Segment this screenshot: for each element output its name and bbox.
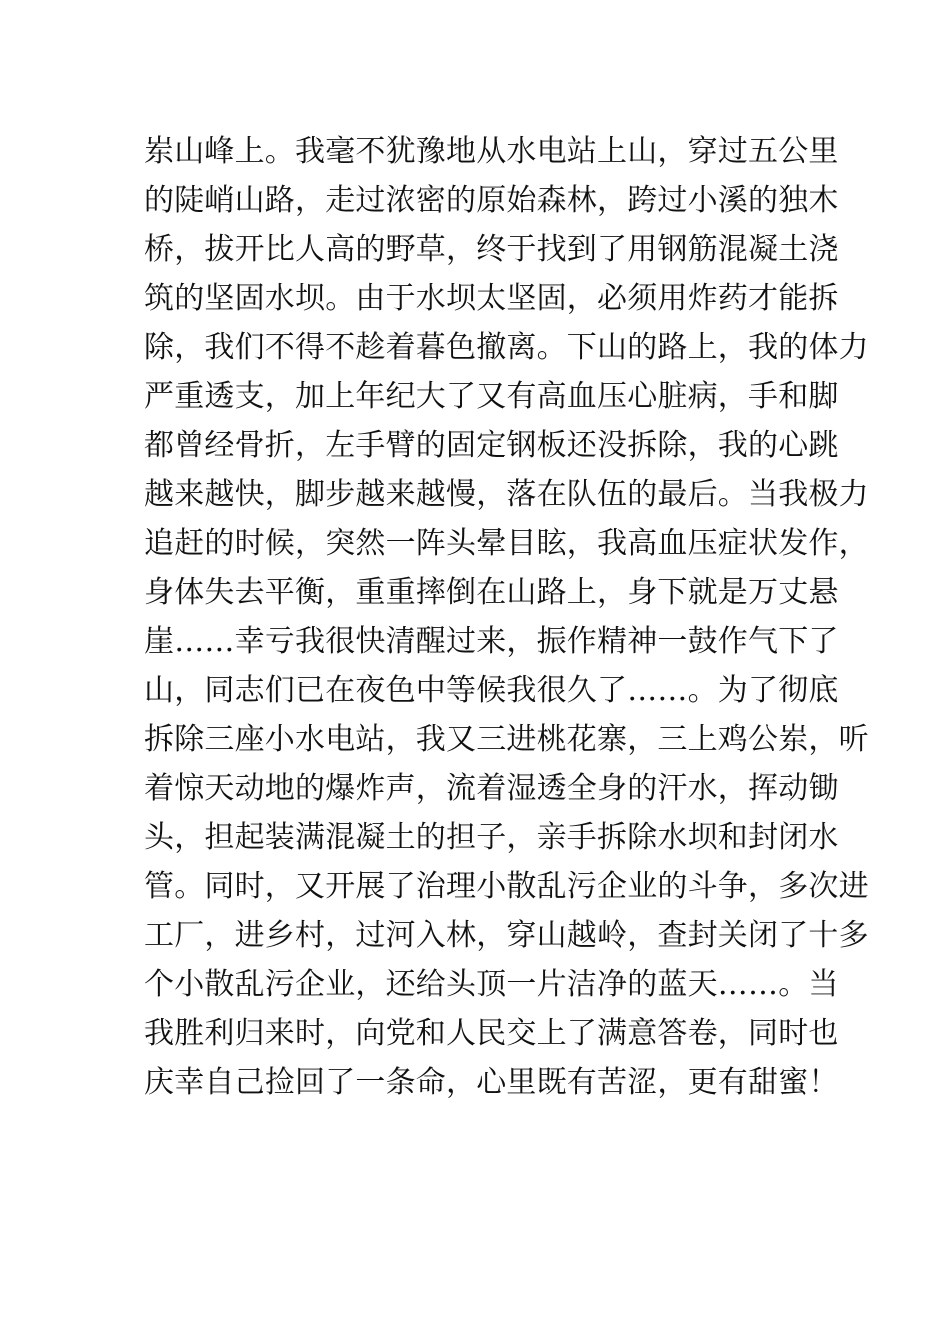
body-paragraph — [144, 127, 869, 1107]
text-line: 除，我们不得不趁着暮色撤离。下山的路上，我的体力 — [144, 330, 869, 365]
text-line: 着惊天动地的爆炸声，流着湿透全身的汗水，挥动锄 — [144, 771, 839, 806]
text-line: 管。同时，又开展了治理小散乱污企业的斗争，多次进 — [144, 869, 869, 904]
text-line: 我胜利归来时，向党和人民交上了满意答卷，同时也 — [144, 1016, 839, 1051]
text-line: 的陡峭山路，走过浓密的原始森林，跨过小溪的独木 — [144, 183, 839, 218]
text-line: 严重透支，加上年纪大了又有高血压心脏病，手和脚 — [144, 379, 839, 414]
text-line: 都曾经骨折，左手臂的固定钢板还没拆除，我的心跳 — [144, 428, 839, 463]
text-line: 越来越快，脚步越来越慢，落在队伍的最后。当我极力 — [144, 477, 869, 512]
text-line: 个小散乱污企业，还给头顶一片洁净的蓝天……。当 — [144, 967, 839, 1002]
text-line: 追赶的时候，突然一阵头晕目眩，我高血压症状发作， — [144, 526, 869, 561]
text-line: 庆幸自己捡回了一条命，心里既有苦涩，更有甜蜜！ — [144, 1065, 839, 1100]
text-line: 岽山峰上。我毫不犹豫地从水电站上山，穿过五公里 — [144, 134, 839, 169]
text-line: 拆除三座小水电站，我又三进桃花寨，三上鸡公岽，听 — [144, 722, 869, 757]
text-line: 身体失去平衡，重重摔倒在山路上，身下就是万丈悬 — [144, 575, 839, 610]
text-line: 崖……幸亏我很快清醒过来，振作精神一鼓作气下了 — [144, 624, 839, 659]
text-line: 头，担起装满混凝土的担子，亲手拆除水坝和封闭水 — [144, 820, 839, 855]
text-line: 工厂，进乡村，过河入林，穿山越岭，查封关闭了十多 — [144, 918, 869, 953]
text-line: 筑的坚固水坝。由于水坝太坚固，必须用炸药才能拆 — [144, 281, 839, 316]
text-line: 桥，拔开比人高的野草，终于找到了用钢筋混凝土浇 — [144, 232, 839, 267]
text-line: 山，同志们已在夜色中等候我很久了……。为了彻底 — [144, 673, 839, 708]
